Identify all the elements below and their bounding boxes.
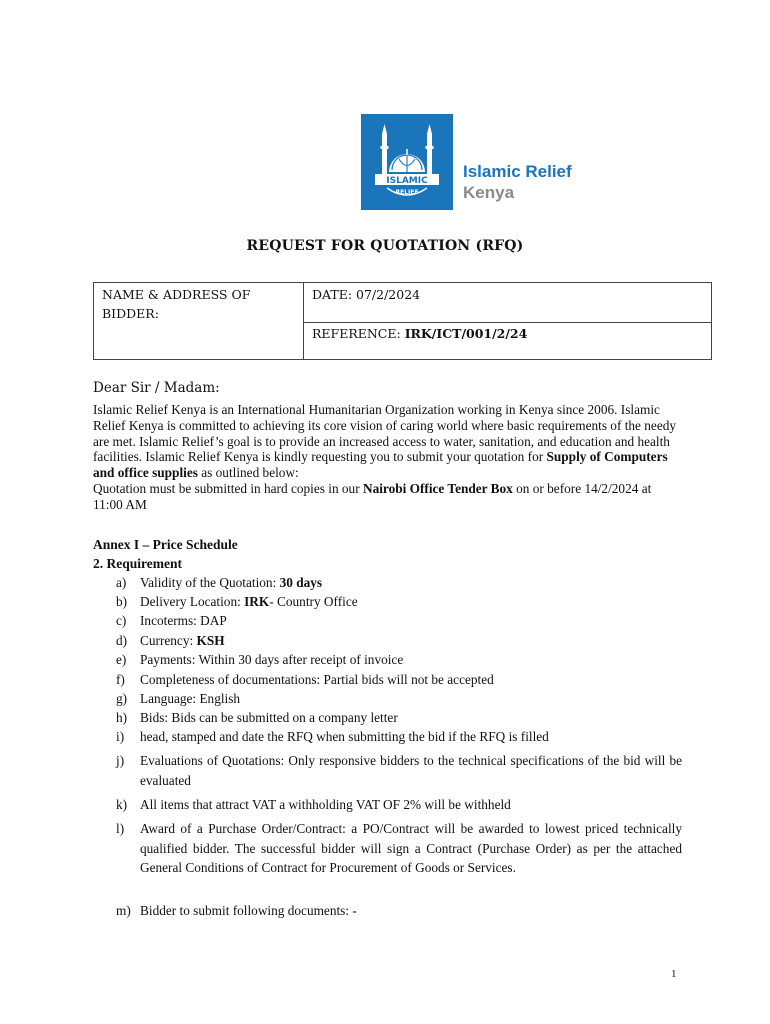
requirement-item-g: g) Language: English	[116, 691, 241, 706]
page-number: 1	[671, 968, 677, 980]
requirement-item-e: e) Payments: Within 30 days after receipt of invoice	[116, 652, 404, 667]
reference-value: IRK/ICT/001/2/24	[404, 326, 528, 341]
requirement-item-h: h) Bids: Bids can be submitted on a company letter	[116, 710, 398, 725]
requirement-item-k: k) All items that attract VAT a withholding VAT OF 2% will be withheld	[116, 797, 511, 812]
intro-text: Islamic Relief Kenya is an International Humanitarian Organization working in Kenya since 2006. Islamic Relief Kenya is committed to achieving its core vision of caring world where basic requirements of the needy are met. Islamic Relief’s goal is to provide an increased access to water, sanitation, and education and health facilities. Islamic Relief Kenya is kindly requesting you to submit your quotation for Supply of Computers and office supplies as outlined below:	[93, 402, 677, 481]
intro-paragraph	[93, 402, 683, 513]
rfq-header-table	[93, 282, 712, 360]
bidder-cell	[94, 283, 304, 359]
svg-text:ISLAMIC: ISLAMIC	[386, 176, 428, 186]
organization-name	[463, 161, 572, 203]
submission-text: Quotation must be submitted in hard copies in our Nairobi Office Tender Box on or before 14/2/2024 at 11:00 AM	[93, 480, 652, 512]
date-text: DATE: 07/2/2024	[312, 287, 421, 302]
annex-heading: Annex I – Price Schedule	[93, 537, 238, 552]
document-title: REQUEST FOR QUOTATION (RFQ)	[246, 238, 524, 254]
date-cell	[304, 283, 711, 323]
requirement-item-l: l) Award of a Purchase Order/Contract: a PO/Contract will be awarded to lowest priced technically qualified bidder. The successful bidder will sign a Contract (Purchase Order) as per the attached General Conditions of Contract for Procurement of Goods or Services.	[116, 821, 682, 875]
requirement-item-b: b) Delivery Location: IRK- Country Office	[116, 594, 358, 609]
requirement-item-m: m) Bidder to submit following documents: -	[116, 903, 357, 918]
requirement-item-c: c) Incoterms: DAP	[116, 613, 227, 628]
logo-name-line1: Islamic Relief	[463, 162, 572, 181]
reference-cell	[304, 323, 711, 361]
svg-text:RELIEF: RELIEF	[395, 189, 419, 196]
tender-box: Nairobi Office Tender Box	[362, 480, 513, 496]
requirement-item-j: j) Evaluations of Quotations: Only responsive bidders to the technical specifications of the bid will be evaluated	[116, 753, 682, 788]
bidder-label-line2: BIDDER:	[102, 306, 159, 321]
requirement-item-i: i) head, stamped and date the RFQ when submitting the bid if the RFQ is filled	[116, 729, 549, 744]
logo-name-line2: Kenya	[463, 183, 515, 202]
salutation: Dear Sir / Madam:	[93, 380, 220, 396]
bidder-label-line1: NAME & ADDRESS OF	[102, 287, 251, 302]
requirement-heading: 2. Requirement	[93, 556, 182, 571]
reference-label: REFERENCE:	[312, 326, 405, 341]
supply-title: Supply of Computers and office supplies	[93, 449, 668, 481]
requirement-item-d: d) Currency: KSH	[116, 633, 225, 648]
organization-logo	[361, 114, 453, 210]
requirement-item-a: a) Validity of the Quotation: 30 days	[116, 575, 323, 590]
requirement-item-f: f) Completeness of documentations: Partial bids will not be accepted	[116, 672, 494, 687]
mosque-globe-icon	[361, 114, 453, 210]
